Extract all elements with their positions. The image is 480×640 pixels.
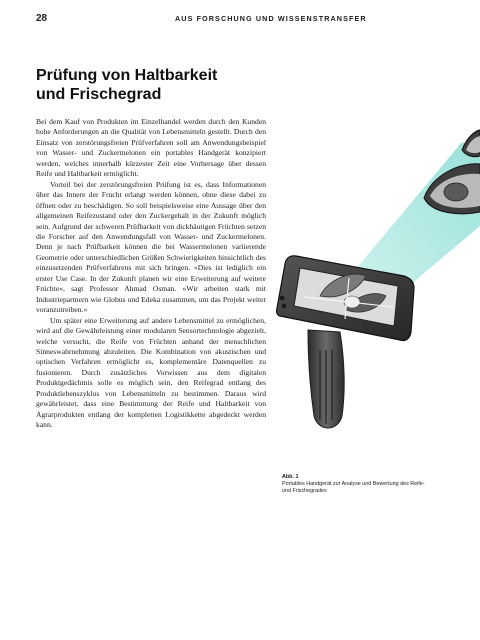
body-paragraph-3: Um später eine Erweiterung auf andere Lebensmittel zu ermöglichen, wird auf die Gewährleistung einer modularen Sensortechnologie abgezielt, welche versucht, die Reife von Früchten anhand der menschlichen Sinneswahrnehmung abzuleiten. Die Kombination von akustischen und optischen Verfahren ermöglicht es, komplementäre Datenquellen zu fusionieren. Durch zusätzliches Vorwissen aus dem digitalen Produktgedächtnis solle es möglich sein, den Reifegrad entlang des Produktlebenszyklus von Lebensmitteln zu bestimmen. Daraus wird gewährleistet, dass eine Bestimmung der Reife und Haltbarkeit von Agrarprodukten entlang der kompletten Logistikkette abgedeckt werden kann. <box>36 315 266 430</box>
caption-label: Abb. 1 <box>282 474 299 480</box>
article-title-line-2: und Frischegrad <box>36 86 162 103</box>
page-number: 28 <box>36 13 48 24</box>
handheld-device-figure <box>254 120 480 450</box>
figure-caption <box>282 474 432 495</box>
body-paragraph-1: Bei dem Kauf von Produkten im Einzelhandel werden durch den Kunden hohe Anforderungen an die Qualität von Lebensmitteln gestellt. Durch den Einsatz von zerstörungsfreien Prüfverfahren soll am Anwendungsbeispiel von Wasser- und Zuckermelonen ein portables Handgerät konzipiert werden, welches innerhalb kürzester Zeit eine Vorhersage über dessen Reife und Haltbarkeit ermöglicht. <box>36 117 266 179</box>
article-title <box>36 66 266 104</box>
section-title: AUS FORSCHUNG UND WISSENSTRANSFER <box>175 14 367 23</box>
side-button-icon <box>282 304 287 309</box>
fruit-illustration <box>424 130 480 214</box>
side-button-icon <box>280 296 285 301</box>
handheld-device-illustration <box>254 120 480 450</box>
article-body <box>36 117 266 431</box>
caption-text: Portables Handgerät zur Analyse und Bewertung des Reife- und Frischegrades <box>282 481 425 494</box>
running-header <box>36 13 444 27</box>
body-paragraph-2: Vorteil bei der zerstörungsfreien Prüfung ist es, dass Informationen über das Innere der Frucht erlangt werden können, ohne diese dabei zu öffnen oder zu beschädigen. So soll beispielsweise eine Aussage über den allgemeinen Reifezustand oder den Zuckergehalt in der Zukunft möglich sein. Aufgrund der schweren Prüfbarkeit von dickhäutigen Früchten setzen die Forscher auf den Anwendungsfall von Wasser- und Zuckermelonen. Denn je nach Prüfbarkeit können die bei Wassermelonen variierende Geometrie oder unterschiedlichen Größen Schwierigkeiten hinsichtlich des einzusetzenden Prüfverfahrens mit sich bringen. »Dies ist lediglich ein erster Use Case. In der Zukunft planen wir eine Erweiterung auf weitere Früchte«, sagt Professor Ahmad Osman. »Wir arbeiten stark mit Industriepartnern wie Globus und Edeka zusammen, um das Projekt weiter voranzutreiben.« <box>36 179 266 315</box>
article-title-line-1: Prüfung von Haltbarkeit <box>36 67 218 84</box>
